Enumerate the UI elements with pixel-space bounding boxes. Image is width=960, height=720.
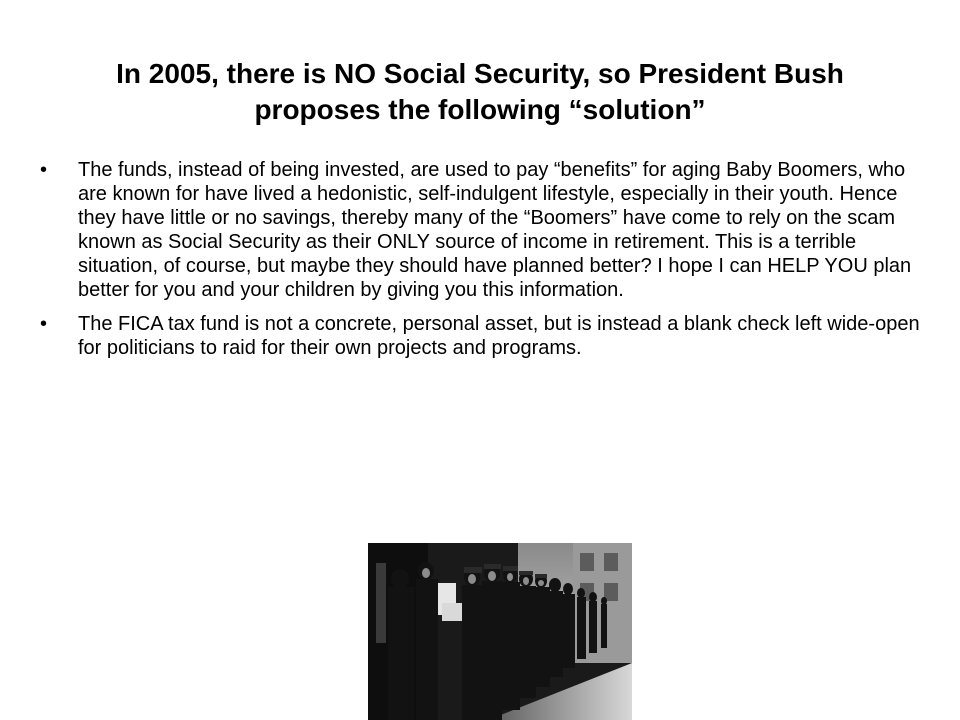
slide-title-line-2: proposes the following “solution”	[254, 94, 706, 125]
bullet-text-funds: The funds, instead of being invested, are used to pay “benefits” for aging Baby Boomers, who are known for have lived a hedonistic, self-indulgent lifestyle, especially in their youth. Hence they have little or no savings, thereby many of the “Boomers” have come to rely on the scam known as Social Security as their ONLY source of income in retirement. This is a terrible situation, of course, but maybe they should have planned better? I hope I can HELP YOU plan better for you and your children by giving you this information.	[78, 159, 912, 301]
bullet-item-fica	[40, 312, 920, 360]
bullet-text-fica: The FICA tax fund is not a concrete, personal asset, but is instead a blank check left wide-open for politicians to raid for their own projects and programs.	[78, 313, 920, 359]
breadline-photo-icon	[368, 543, 632, 720]
bullet-list	[40, 158, 920, 370]
bullet-item-funds	[40, 158, 920, 302]
slide-title-line-1: In 2005, there is NO Social Security, so President Bush	[116, 58, 844, 89]
bullet-dot-icon: •	[40, 159, 48, 181]
slide-title	[40, 56, 920, 128]
bullet-dot-icon: •	[40, 313, 48, 335]
